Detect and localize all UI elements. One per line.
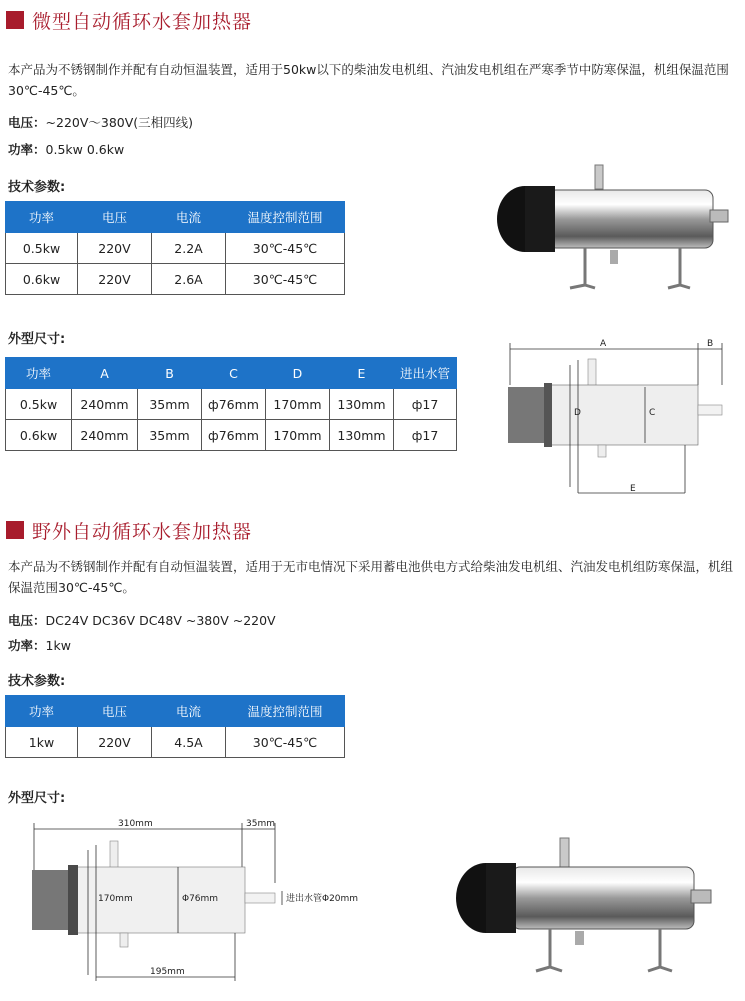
section2-power: [8, 636, 71, 654]
table-cell: 30℃-45℃: [226, 727, 345, 758]
table-cell: 220V: [78, 727, 152, 758]
label-length: 310mm: [118, 819, 153, 829]
table-cell: 130mm: [330, 389, 394, 420]
table-cell: ф17: [394, 389, 457, 420]
power-value: 1kw: [45, 638, 71, 653]
table-header-row: [6, 202, 345, 233]
label-base: 195mm: [150, 967, 185, 977]
section2-title: [6, 518, 252, 542]
dimension-diagram: [20, 815, 380, 985]
table-header: 电压: [78, 696, 152, 727]
section1-voltage: [8, 113, 193, 131]
table-cell: 0.5kw: [6, 389, 72, 420]
table-cell: 170mm: [266, 420, 330, 451]
table-cell: 30℃-45℃: [226, 264, 345, 295]
table-cell: 170mm: [266, 389, 330, 420]
label-height: 170mm: [98, 894, 133, 904]
table-header: C: [202, 358, 266, 389]
table-cell: ф76mm: [202, 420, 266, 451]
section1-tech-heading: 技术参数:: [8, 180, 66, 195]
table-header: 功率: [6, 696, 78, 727]
table-row: [6, 233, 345, 264]
table-row: [6, 264, 345, 295]
table-cell: 2.2A: [152, 233, 226, 264]
section1-dim-table: [5, 357, 457, 451]
section2-description: 本产品为不锈钢制作并配有自动恒温装置，适用于无市电情况下采用蓄电池供电方式给柴油发电机组、汽油发电机组防寒保温，机组保温范围30℃-45℃。: [8, 559, 734, 595]
label-d: D: [574, 408, 581, 418]
section1-title: [6, 8, 252, 32]
table-header: 电压: [78, 202, 152, 233]
section2-voltage: [8, 611, 276, 629]
table-cell: 240mm: [72, 420, 138, 451]
table-row: [6, 420, 457, 451]
title-square-icon: [6, 11, 24, 29]
section1-description: 本产品为不锈钢制作并配有自动恒温装置，适用于50kw以下的柴油发电机组、汽油发电机组在严寒季节中防寒保温，机组保温范围30℃-45℃。: [8, 62, 729, 98]
table-row: [6, 727, 345, 758]
voltage-label: 电压：: [8, 115, 46, 130]
table-header: 功率: [6, 358, 72, 389]
table-header: 电流: [152, 202, 226, 233]
table-header: B: [138, 358, 202, 389]
section2-dim-heading: 外型尺寸:: [8, 791, 66, 806]
table-cell: 0.6kw: [6, 264, 78, 295]
power-label: 功率：: [8, 142, 46, 157]
table-header: 功率: [6, 202, 78, 233]
section1-title-text: 微型自动循环水套加热器: [32, 10, 253, 33]
label-c: C: [649, 408, 656, 418]
table-header: 电流: [152, 696, 226, 727]
table-cell: 0.5kw: [6, 233, 78, 264]
table-cell: 1kw: [6, 727, 78, 758]
table-header: 温度控制范围: [226, 202, 345, 233]
table-header: 进出水管: [394, 358, 457, 389]
section2-tech-table: [5, 695, 345, 758]
table-cell: ф76mm: [202, 389, 266, 420]
section1-dim-heading: 外型尺寸:: [8, 332, 66, 347]
label-a: A: [600, 339, 607, 349]
table-row: [6, 389, 457, 420]
label-tail: 35mm: [246, 819, 275, 829]
voltage-label: 电压：: [8, 613, 46, 628]
power-value: 0.5kw 0.6kw: [45, 142, 125, 157]
table-cell: ф17: [394, 420, 457, 451]
table-header: E: [330, 358, 394, 389]
table-cell: 240mm: [72, 389, 138, 420]
dimension-diagram: [500, 335, 735, 500]
table-header-row: [6, 358, 457, 389]
label-pipe: 进出水管Φ20mm: [286, 894, 359, 904]
section2-title-text: 野外自动循环水套加热器: [32, 520, 253, 543]
table-cell: 0.6kw: [6, 420, 72, 451]
power-label: 功率：: [8, 638, 46, 653]
voltage-value: DC24V DC36V DC48V ~380V ~220V: [45, 613, 276, 628]
table-cell: 130mm: [330, 420, 394, 451]
section1-power: [8, 140, 124, 158]
table-header-row: [6, 696, 345, 727]
table-cell: 220V: [78, 264, 152, 295]
table-header: A: [72, 358, 138, 389]
label-diameter: Φ76mm: [182, 894, 219, 904]
heater-photo: [450, 835, 720, 980]
table-cell: 2.6A: [152, 264, 226, 295]
voltage-value: ~220V～380V(三相四线): [45, 115, 194, 130]
section2-tech-heading: 技术参数:: [8, 674, 66, 689]
table-cell: 30℃-45℃: [226, 233, 345, 264]
table-cell: 4.5A: [152, 727, 226, 758]
table-cell: 35mm: [138, 389, 202, 420]
label-e: E: [630, 484, 636, 494]
label-b: B: [707, 339, 714, 349]
table-header: 温度控制范围: [226, 696, 345, 727]
heater-photo: [490, 160, 740, 300]
title-square-icon: [6, 521, 24, 539]
table-cell: 35mm: [138, 420, 202, 451]
section1-tech-table: [5, 201, 345, 295]
table-cell: 220V: [78, 233, 152, 264]
table-header: D: [266, 358, 330, 389]
